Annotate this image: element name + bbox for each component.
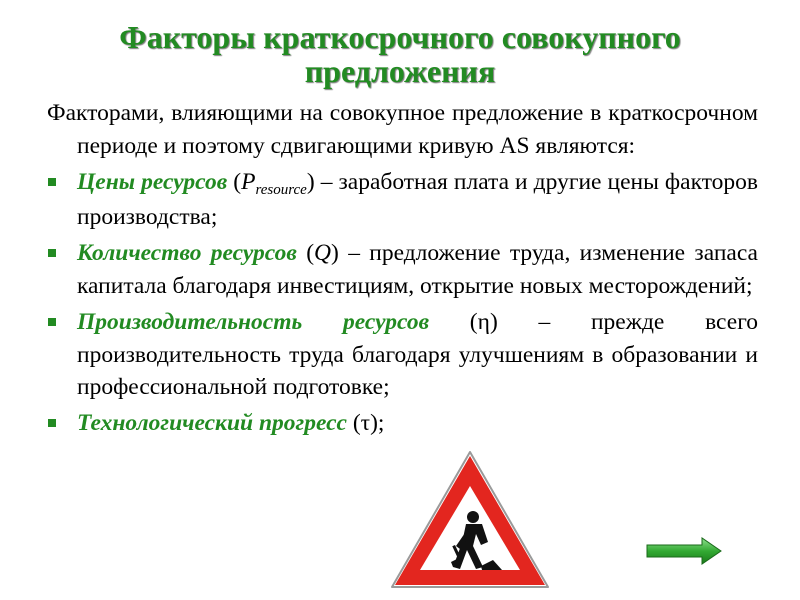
slide-content [47, 97, 758, 440]
factor-term: Производительность ресурсов [77, 308, 430, 335]
symbol-close: ) [370, 410, 378, 437]
slide-title: Факторы краткосрочного совокупного предложения [119, 19, 681, 89]
symbol-close: ) [489, 308, 498, 335]
factor-symbol-subscript: resource [255, 181, 307, 198]
factor-item-resource-prices [47, 166, 758, 235]
factors-list [47, 166, 758, 440]
square-bullet-icon [48, 318, 56, 326]
factor-item-resource-quantity [47, 237, 758, 303]
square-bullet-icon [48, 178, 56, 186]
factor-description: – предложение труда, изменение запаса капитала благодаря инвестициям, открытие новых месторождений; [77, 240, 758, 299]
factor-description: – прежде всего производительность труда благодаря улучшениям в образовании и профессиональной подготовке; [77, 308, 758, 401]
factor-term: Технологический прогресс [77, 410, 347, 437]
factor-description: ; [377, 410, 385, 437]
symbol-close: ) [306, 168, 315, 195]
symbol-open: ( [346, 410, 361, 437]
symbol-close: ) [331, 240, 339, 267]
factor-symbol: Q [314, 240, 332, 267]
factor-symbol: P [241, 168, 256, 195]
factor-symbol: η [477, 308, 490, 335]
factor-description: – заработная плата и другие цены факторов производства; [77, 168, 758, 231]
intro-paragraph: Факторами, влияющими на совокупное предложение в краткосрочном периоде и поэтому сдвигающими кривую AS являются: [47, 100, 758, 159]
symbol-open: ( [429, 308, 478, 335]
road-works-warning-sign-icon [387, 446, 553, 594]
factor-item-technological-progress [47, 407, 758, 440]
factor-item-resource-productivity [47, 306, 758, 404]
symbol-open: ( [296, 240, 315, 267]
symbol-open: ( [227, 168, 242, 195]
factor-symbol: τ [360, 410, 371, 437]
factor-term: Цены ресурсов [77, 168, 228, 195]
next-arrow-icon[interactable] [646, 537, 722, 565]
square-bullet-icon [48, 419, 56, 427]
factor-term: Количество ресурсов [77, 240, 297, 267]
square-bullet-icon [48, 249, 56, 257]
